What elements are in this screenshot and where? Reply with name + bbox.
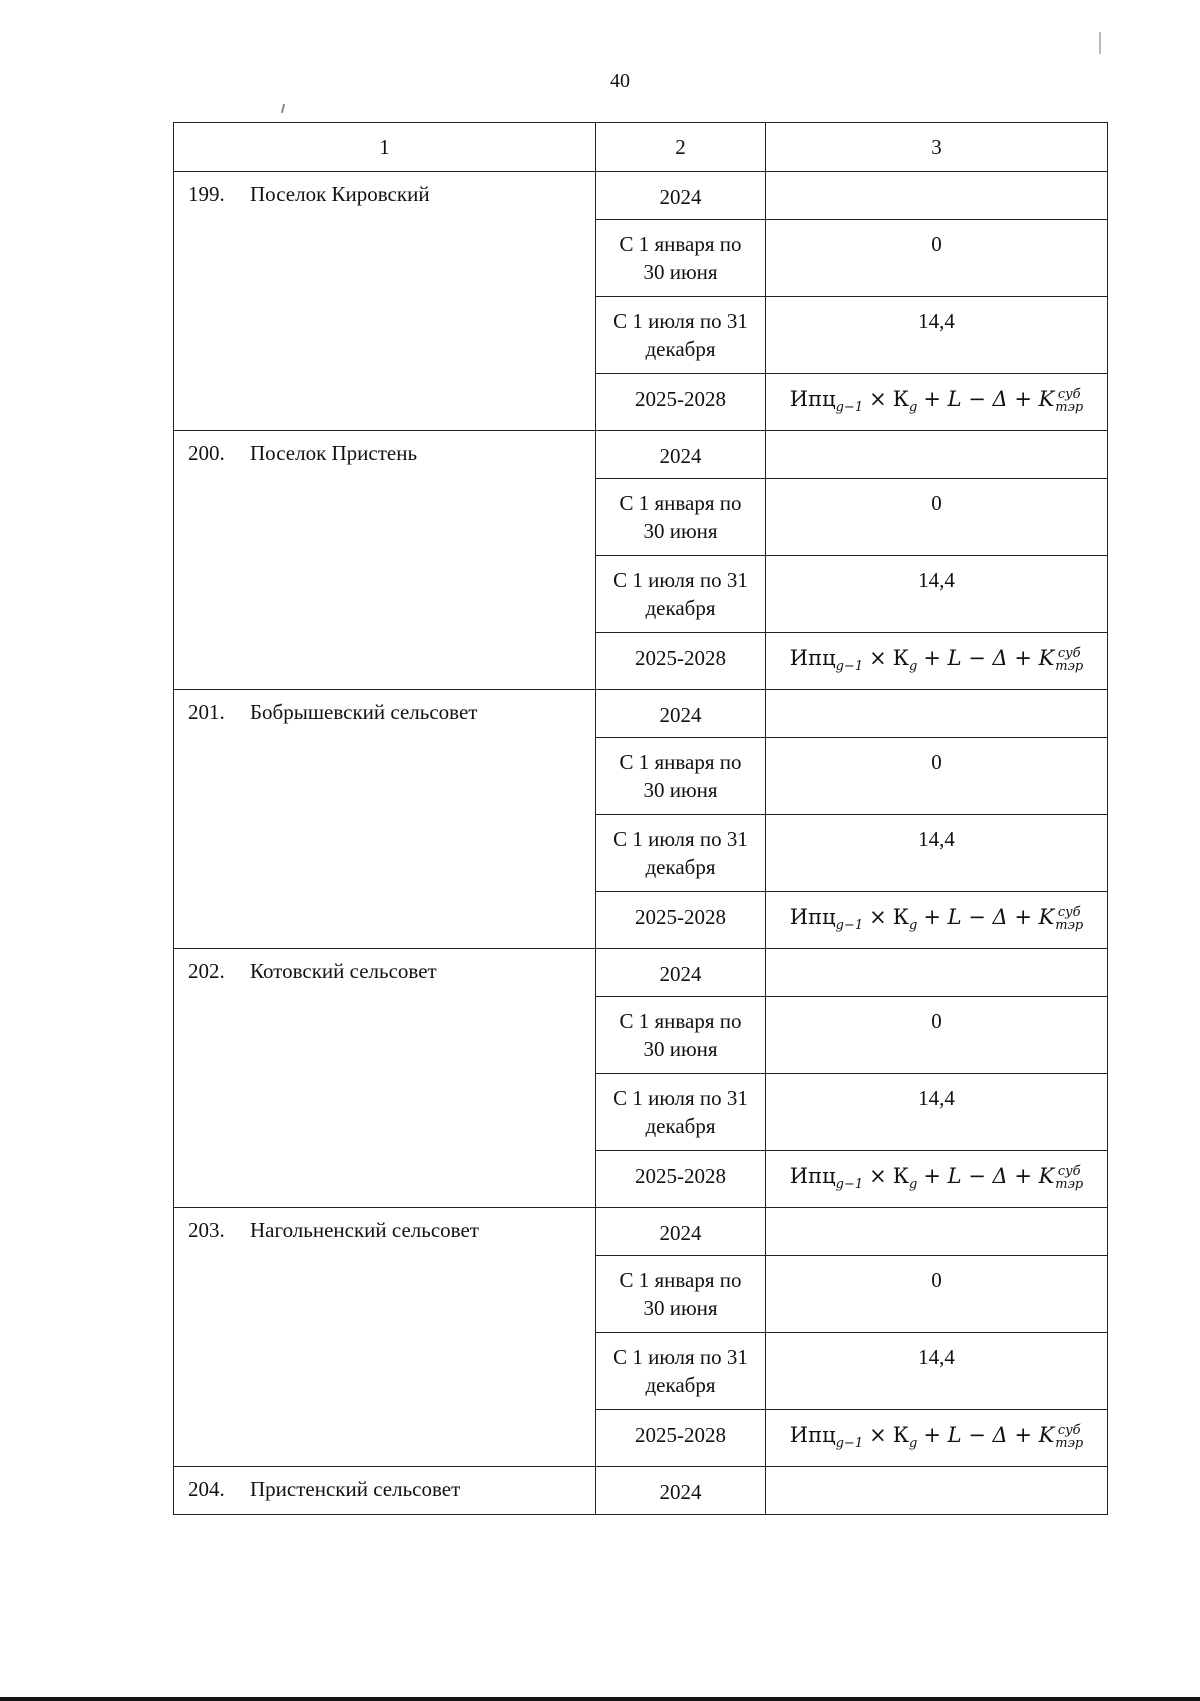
years-range: 2025-2028	[635, 1164, 726, 1188]
formula-cell	[766, 1410, 1108, 1467]
formula-k: К	[892, 1164, 909, 1188]
formula-times: ×	[869, 1423, 887, 1447]
tariff-formula	[766, 1410, 1107, 1451]
period-line: С 1 июля по 31	[613, 309, 748, 333]
period-cell	[596, 1256, 766, 1333]
value-cell	[766, 815, 1108, 892]
formula-plus-terms: + L − Δ + K	[923, 387, 1055, 411]
period-value: 14,4	[918, 568, 955, 592]
years-range: 2025-2028	[635, 905, 726, 929]
period-line: С 1 января по	[619, 491, 742, 515]
year-cell	[596, 1467, 766, 1515]
value-cell	[766, 738, 1108, 815]
period-line: 30 июня	[643, 1296, 718, 1320]
formula-superscript: суб	[1057, 1422, 1081, 1438]
period-line: 30 июня	[643, 1037, 718, 1061]
entry-label	[174, 172, 595, 207]
formula-times: ×	[869, 905, 887, 929]
formula-k: К	[892, 905, 909, 929]
entry-name-cell	[174, 172, 596, 431]
table-header-row	[174, 123, 1108, 172]
period-value: 0	[931, 1268, 942, 1292]
value-cell	[766, 172, 1108, 220]
years-range-cell	[596, 892, 766, 949]
formula-subscript: g−1	[835, 918, 864, 934]
formula-subscript: g	[908, 1436, 918, 1452]
entry-number: 204.	[188, 1477, 225, 1501]
entry-name: Пристенский сельсовет	[250, 1477, 461, 1501]
tariff-formula	[766, 1151, 1107, 1192]
years-range-cell	[596, 1151, 766, 1208]
year-cell	[596, 1208, 766, 1256]
entry-label	[174, 1208, 595, 1243]
years-range-cell	[596, 1410, 766, 1467]
formula-base: Ипц	[789, 387, 836, 411]
formula-subscript: тэр	[1055, 1176, 1084, 1192]
entry-name-cell	[174, 949, 596, 1208]
formula-subscript: тэр	[1055, 1435, 1084, 1451]
entry-number: 201.	[188, 700, 225, 724]
formula-k: К	[892, 387, 909, 411]
formula-times: ×	[869, 646, 887, 670]
period-value: 0	[931, 491, 942, 515]
formula-subscript: тэр	[1055, 658, 1084, 674]
year-value: 2024	[659, 962, 702, 986]
value-cell	[766, 1256, 1108, 1333]
period-value: 14,4	[918, 1345, 955, 1369]
entry-name: Котовский сельсовет	[250, 959, 437, 983]
table-row	[174, 949, 1108, 997]
year-value: 2024	[659, 1221, 702, 1245]
header-col-3: 3	[766, 123, 1108, 172]
entry-label	[174, 1467, 595, 1502]
value-cell	[766, 997, 1108, 1074]
period-cell	[596, 738, 766, 815]
year-value: 2024	[659, 1480, 702, 1504]
year-cell	[596, 949, 766, 997]
period-line: декабря	[645, 337, 716, 361]
period-value: 0	[931, 232, 942, 256]
formula-base: Ипц	[789, 905, 836, 929]
formula-base: Ипц	[789, 1164, 836, 1188]
period-line: С 1 июля по 31	[613, 827, 748, 851]
scan-mark	[1099, 32, 1101, 54]
value-cell	[766, 297, 1108, 374]
entry-label	[174, 690, 595, 725]
value-cell	[766, 220, 1108, 297]
page-number: 40	[610, 70, 630, 92]
years-range: 2025-2028	[635, 1423, 726, 1447]
period-line: 30 июня	[643, 778, 718, 802]
value-cell	[766, 1208, 1108, 1256]
period-value: 14,4	[918, 1086, 955, 1110]
year-value: 2024	[659, 185, 702, 209]
formula-plus-terms: + L − Δ + K	[923, 646, 1055, 670]
period-line: С 1 июля по 31	[613, 568, 748, 592]
entry-number: 203.	[188, 1218, 225, 1242]
formula-times: ×	[869, 387, 887, 411]
formula-subscript: g−1	[835, 1436, 864, 1452]
formula-subscript: тэр	[1055, 399, 1084, 415]
period-cell	[596, 1333, 766, 1410]
formula-subscript: g	[908, 400, 918, 416]
value-cell	[766, 431, 1108, 479]
formula-superscript: суб	[1057, 386, 1081, 402]
period-cell	[596, 297, 766, 374]
formula-subscript: g−1	[835, 1177, 864, 1193]
period-line: декабря	[645, 855, 716, 879]
formula-subscript: g	[908, 659, 918, 675]
entry-name: Нагольненский сельсовет	[250, 1218, 479, 1242]
years-range: 2025-2028	[635, 387, 726, 411]
value-cell	[766, 949, 1108, 997]
formula-subscript: g	[908, 918, 918, 934]
scan-edge	[0, 1697, 1200, 1701]
period-value: 14,4	[918, 827, 955, 851]
period-value: 14,4	[918, 309, 955, 333]
table-row	[174, 690, 1108, 738]
entry-number: 202.	[188, 959, 225, 983]
value-cell	[766, 479, 1108, 556]
value-cell	[766, 556, 1108, 633]
formula-subscript: тэр	[1055, 917, 1084, 933]
formula-plus-terms: + L − Δ + K	[923, 905, 1055, 929]
formula-subscript: g−1	[835, 659, 864, 675]
entry-name: Поселок Кировский	[250, 182, 430, 206]
tariff-table	[173, 122, 1108, 1515]
period-line: С 1 января по	[619, 1009, 742, 1033]
period-line: С 1 января по	[619, 232, 742, 256]
period-cell	[596, 220, 766, 297]
entry-name-cell	[174, 1467, 596, 1515]
years-range: 2025-2028	[635, 646, 726, 670]
formula-k: К	[892, 1423, 909, 1447]
table-row	[174, 172, 1108, 220]
period-line: С 1 июля по 31	[613, 1345, 748, 1369]
formula-subscript: g	[908, 1177, 918, 1193]
formula-plus-terms: + L − Δ + K	[923, 1164, 1055, 1188]
value-cell	[766, 690, 1108, 738]
formula-superscript: суб	[1057, 645, 1081, 661]
period-cell	[596, 997, 766, 1074]
formula-superscript: суб	[1057, 904, 1081, 920]
formula-times: ×	[869, 1164, 887, 1188]
period-line: декабря	[645, 1114, 716, 1138]
entry-name: Поселок Пристень	[250, 441, 418, 465]
formula-k: К	[892, 646, 909, 670]
period-cell	[596, 479, 766, 556]
formula-super-sub	[1055, 1424, 1083, 1450]
period-value: 0	[931, 750, 942, 774]
table-row	[174, 431, 1108, 479]
years-range-cell	[596, 633, 766, 690]
formula-super-sub	[1055, 1165, 1083, 1191]
formula-super-sub	[1055, 906, 1083, 932]
formula-plus-terms: + L − Δ + K	[923, 1423, 1055, 1447]
table-row	[174, 1208, 1108, 1256]
value-cell	[766, 1074, 1108, 1151]
entry-name-cell	[174, 431, 596, 690]
value-cell	[766, 1333, 1108, 1410]
entry-number: 199.	[188, 182, 225, 206]
year-value: 2024	[659, 444, 702, 468]
formula-base: Ипц	[789, 1423, 836, 1447]
formula-cell	[766, 374, 1108, 431]
formula-cell	[766, 1151, 1108, 1208]
header-col-2: 2	[596, 123, 766, 172]
formula-super-sub	[1055, 388, 1083, 414]
period-value: 0	[931, 1009, 942, 1033]
period-line: С 1 января по	[619, 1268, 742, 1292]
entry-name-cell	[174, 690, 596, 949]
period-cell	[596, 556, 766, 633]
period-line: декабря	[645, 596, 716, 620]
formula-super-sub	[1055, 647, 1083, 673]
period-line: 30 июня	[643, 260, 718, 284]
years-range-cell	[596, 374, 766, 431]
period-line: С 1 января по	[619, 750, 742, 774]
entry-label	[174, 949, 595, 984]
formula-subscript: g−1	[835, 400, 864, 416]
entry-name-cell	[174, 1208, 596, 1467]
entry-number: 200.	[188, 441, 225, 465]
period-cell	[596, 1074, 766, 1151]
tariff-formula	[766, 374, 1107, 415]
year-cell	[596, 690, 766, 738]
tariff-formula	[766, 892, 1107, 933]
period-line: декабря	[645, 1373, 716, 1397]
period-cell	[596, 815, 766, 892]
scan-mark	[281, 104, 285, 113]
year-cell	[596, 431, 766, 479]
period-line: 30 июня	[643, 519, 718, 543]
value-cell	[766, 1467, 1108, 1515]
formula-superscript: суб	[1057, 1163, 1081, 1179]
tariff-formula	[766, 633, 1107, 674]
year-value: 2024	[659, 703, 702, 727]
header-col-1: 1	[174, 123, 596, 172]
formula-base: Ипц	[789, 646, 836, 670]
year-cell	[596, 172, 766, 220]
period-line: С 1 июля по 31	[613, 1086, 748, 1110]
formula-cell	[766, 633, 1108, 690]
table-row	[174, 1467, 1108, 1515]
entry-label	[174, 431, 595, 466]
entry-name: Бобрышевский сельсовет	[250, 700, 478, 724]
formula-cell	[766, 892, 1108, 949]
